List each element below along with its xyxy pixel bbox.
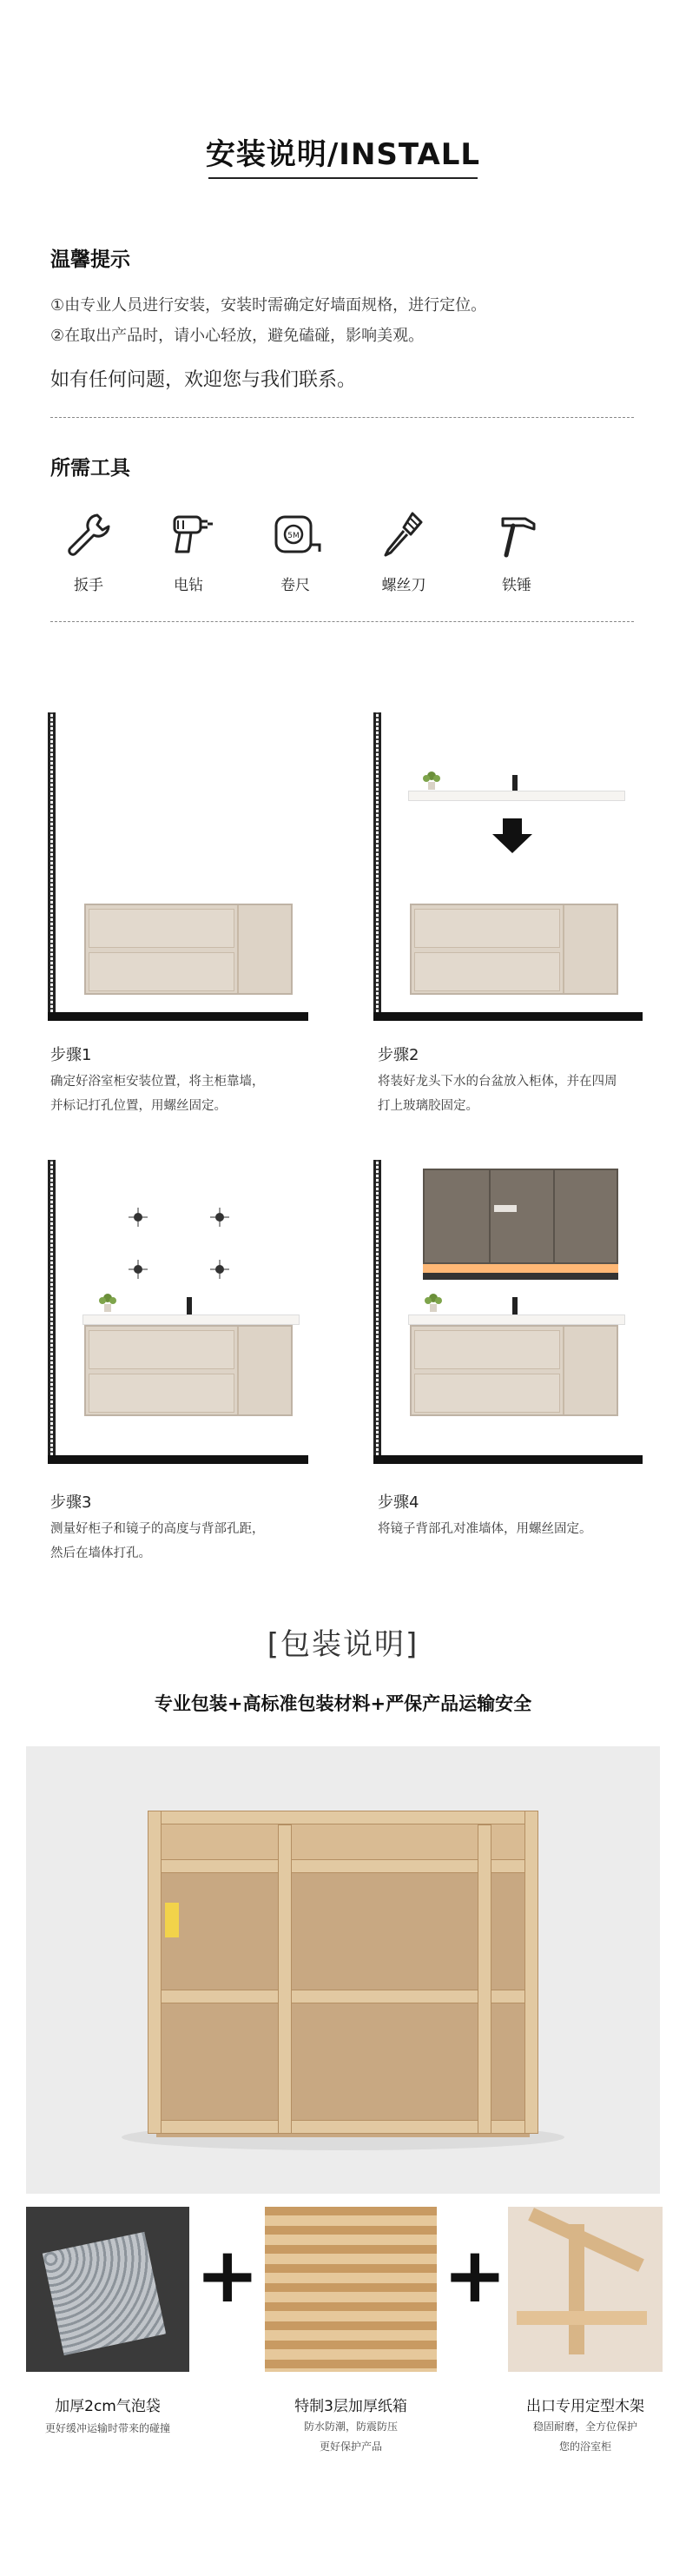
install-title: 安装说明/INSTALL bbox=[205, 137, 481, 172]
shelf bbox=[423, 1273, 618, 1280]
wood-slat bbox=[148, 1811, 162, 2134]
screwdriver-icon bbox=[378, 508, 430, 560]
floor bbox=[48, 1455, 308, 1464]
cabinet bbox=[410, 904, 618, 995]
faucet bbox=[187, 1297, 192, 1314]
plant bbox=[423, 1292, 444, 1313]
material-label: 出口专用定型木架 bbox=[526, 2398, 644, 2415]
desc-line: 确定好浴室柜安装位置，将主柜靠墙， bbox=[50, 1075, 265, 1089]
drill-icon bbox=[162, 508, 214, 560]
step-3-illustration bbox=[43, 1160, 321, 1473]
down-arrow-icon bbox=[491, 818, 534, 857]
plus-sign: + bbox=[443, 2230, 507, 2320]
tool-label: 卷尺 bbox=[280, 577, 310, 594]
carton-layers-photo bbox=[265, 2207, 437, 2372]
wall bbox=[48, 1160, 56, 1455]
packaging-subtitle: 专业包装+高标准包装材料+严保产品运输安全 bbox=[154, 1693, 532, 1714]
drill-mark-icon bbox=[129, 1208, 148, 1230]
clock-display bbox=[494, 1205, 517, 1212]
tool-label: 螺丝刀 bbox=[381, 577, 426, 594]
tips-heading: 温馨提示 bbox=[50, 248, 130, 271]
wood-slat bbox=[148, 1811, 538, 1824]
material-label: 加厚2cm气泡袋 bbox=[55, 2398, 161, 2415]
wall bbox=[373, 1160, 381, 1455]
tool-screwdriver bbox=[352, 508, 456, 594]
step-1-illustration bbox=[43, 712, 321, 1025]
tool-label: 铁锤 bbox=[502, 577, 531, 594]
step-3-desc bbox=[50, 1517, 337, 1566]
tool-label: 电钻 bbox=[174, 577, 203, 594]
svg-text:5M: 5M bbox=[287, 532, 300, 540]
bubble-wrap-photo bbox=[26, 2207, 189, 2372]
tool-tape bbox=[243, 508, 347, 594]
faucet bbox=[512, 775, 518, 791]
desc-line: 打上玻璃胶固定。 bbox=[378, 1099, 478, 1113]
desc-line: 测量好柜子和镜子的高度与背部孔距， bbox=[50, 1522, 265, 1536]
material-sub: 防水防潮，防震防压 bbox=[303, 2420, 398, 2433]
plus-sign: + bbox=[195, 2230, 260, 2320]
step-4-desc bbox=[378, 1517, 664, 1541]
divider bbox=[50, 621, 634, 622]
tip-1: ①由专业人员进行安装，安装时需确定好墙面规格，进行定位。 bbox=[50, 296, 487, 315]
step-1-title: 步骤1 bbox=[50, 1046, 92, 1064]
plant bbox=[421, 770, 442, 789]
plant bbox=[97, 1292, 118, 1313]
step-2-title: 步骤2 bbox=[378, 1046, 419, 1064]
carton-label bbox=[165, 1903, 179, 1937]
floor bbox=[48, 1012, 308, 1021]
tool-wrench bbox=[36, 508, 141, 594]
basin-top bbox=[408, 1314, 625, 1325]
drill-mark-icon bbox=[129, 1260, 148, 1282]
cabinet bbox=[84, 1325, 293, 1416]
desc-line: 并标记打孔位置，用螺丝固定。 bbox=[50, 1099, 227, 1113]
divider bbox=[50, 417, 634, 418]
hammer-icon bbox=[491, 508, 543, 560]
step-4-title: 步骤4 bbox=[378, 1493, 419, 1512]
tool-drill bbox=[136, 508, 241, 594]
drill-mark-icon bbox=[210, 1208, 229, 1230]
cabinet bbox=[410, 1325, 618, 1416]
floor bbox=[373, 1012, 643, 1021]
faucet bbox=[512, 1297, 518, 1314]
step-1-desc bbox=[50, 1069, 337, 1118]
tape-measure-icon bbox=[269, 508, 321, 560]
title-underline bbox=[208, 177, 478, 179]
basin-top bbox=[82, 1314, 300, 1325]
contact-text: 如有任何问题，欢迎您与我们联系。 bbox=[50, 369, 357, 391]
material-sub: 更好缓冲运输时带来的碰撞 bbox=[44, 2422, 170, 2434]
basin-top bbox=[408, 791, 625, 801]
wood-slat bbox=[524, 1811, 538, 2134]
wood-slat bbox=[278, 1824, 292, 2134]
floor bbox=[373, 1455, 643, 1464]
material-sub: 您的浴室柜 bbox=[558, 2440, 611, 2453]
tip-2: ②在取出产品时，请小心轻放，避免磕碰，影响美观。 bbox=[50, 327, 425, 345]
step-2-desc bbox=[378, 1069, 664, 1118]
desc-line: 将镜子背部孔对准墙体，用螺丝固定。 bbox=[378, 1522, 592, 1536]
wood-slat bbox=[478, 1824, 491, 2134]
tools-heading: 所需工具 bbox=[50, 457, 130, 480]
drill-mark-icon bbox=[210, 1260, 229, 1282]
tool-hammer bbox=[465, 508, 569, 594]
led-strip bbox=[423, 1264, 618, 1273]
wood-frame-photo bbox=[508, 2207, 663, 2372]
desc-line: 然后在墙体打孔。 bbox=[50, 1546, 151, 1560]
wall bbox=[373, 712, 381, 1012]
crate-photo bbox=[26, 1746, 660, 2194]
desc-line: 将装好龙头下水的台盆放入柜体，并在四周 bbox=[378, 1075, 617, 1089]
step-3-title: 步骤3 bbox=[50, 1493, 92, 1512]
wrench-icon bbox=[63, 508, 115, 560]
step-2-illustration bbox=[369, 712, 647, 1025]
tool-label: 扳手 bbox=[74, 577, 103, 594]
mirror-cabinet bbox=[423, 1169, 618, 1264]
material-label: 特制3层加厚纸箱 bbox=[294, 2398, 407, 2415]
cabinet bbox=[84, 904, 293, 995]
material-sub: 稳固耐磨，全方位保护 bbox=[532, 2420, 637, 2433]
wall bbox=[48, 712, 56, 1012]
packaging-title: [包装说明] bbox=[267, 1627, 419, 1662]
material-sub: 更好保护产品 bbox=[319, 2440, 382, 2453]
step-4-illustration bbox=[369, 1160, 647, 1473]
